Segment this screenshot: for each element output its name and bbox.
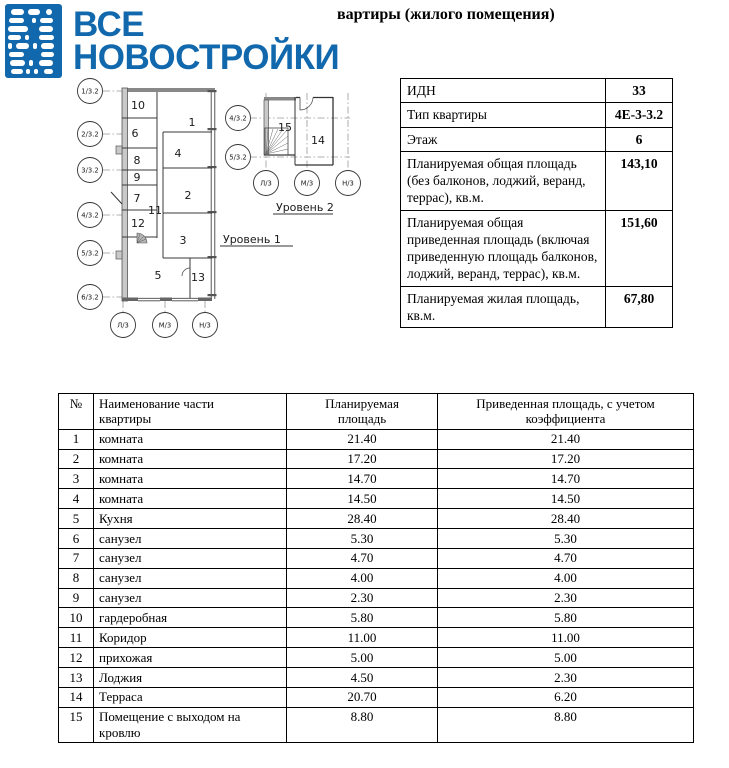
room-label-3: 3 <box>179 234 187 247</box>
room-label-7: 7 <box>133 192 141 205</box>
room-name-cell: Коридор <box>94 628 287 648</box>
level2-caption: Уровень 2 <box>276 201 334 214</box>
room-label-12: 12 <box>131 217 145 230</box>
room-number-cell: 10 <box>59 608 94 628</box>
logo-icon-dash <box>11 9 24 15</box>
logo-icon-dash <box>11 69 23 75</box>
planned-area-cell: 5.30 <box>287 529 438 549</box>
axis-label: 5/3.2 <box>81 249 99 258</box>
logo-icon-dash <box>9 52 24 58</box>
document-title: вартиры (жилого помещения) <box>337 6 555 23</box>
reduced-area-cell: 28.40 <box>438 509 694 529</box>
table-row <box>59 489 694 509</box>
info-row <box>401 151 673 210</box>
info-row <box>401 127 673 151</box>
room-number-cell: 14 <box>59 687 94 707</box>
reduced-area-cell: 17.20 <box>438 449 694 469</box>
table-row <box>59 588 694 608</box>
rooms-table <box>58 393 694 743</box>
planned-area-cell: 28.40 <box>287 509 438 529</box>
room-label-4: 4 <box>174 147 182 160</box>
logo-icon-dash <box>16 43 29 49</box>
info-value: 33 <box>606 79 673 103</box>
info-row <box>401 286 673 328</box>
planned-area-cell: 5.80 <box>287 608 438 628</box>
logo-icon-dash <box>39 35 54 41</box>
info-value: 6 <box>606 127 673 151</box>
logo-icon-dash <box>46 9 52 15</box>
room-number-cell: 4 <box>59 489 94 509</box>
info-label: ИДН <box>401 79 606 103</box>
info-label: Планируемая общая приведенная площадь (включая приведенную площадь балконов, лоджий, веранд, террас), кв.м. <box>401 210 606 286</box>
planned-area-cell: 20.70 <box>287 687 438 707</box>
room-name-cell: санузел <box>94 588 287 608</box>
logo-icon-dash <box>39 26 53 32</box>
logo-icon-dash <box>8 35 21 41</box>
logo-icon-dash <box>28 9 40 15</box>
room-number-cell: 7 <box>59 548 94 568</box>
room-label-9: 9 <box>133 171 141 184</box>
planned-area-cell: 5.00 <box>287 648 438 668</box>
room-number-cell: 15 <box>59 707 94 743</box>
room-name-cell: комната <box>94 449 287 469</box>
room-number-cell: 12 <box>59 648 94 668</box>
reduced-area-cell: 5.30 <box>438 529 694 549</box>
logo-wordmark-line1: ВСЕ <box>73 5 145 44</box>
table-row <box>59 648 694 668</box>
logo-icon-dash <box>8 43 12 49</box>
table-row <box>59 628 694 648</box>
info-value: 67,80 <box>606 286 673 328</box>
logo-icon-dash <box>39 60 53 66</box>
logo-icon <box>5 4 62 78</box>
table-row <box>59 548 694 568</box>
axis-label: Л/3 <box>260 179 272 188</box>
logo-icon-dash <box>34 69 38 75</box>
room-number-cell: 3 <box>59 469 94 489</box>
rooms-table-header <box>59 394 694 430</box>
reduced-area-cell: 14.50 <box>438 489 694 509</box>
logo-icon-dash <box>44 69 53 75</box>
room-number-cell: 2 <box>59 449 94 469</box>
table-row <box>59 509 694 529</box>
rooms-table-body <box>59 429 694 743</box>
logo-icon-dash <box>33 43 37 49</box>
table-row <box>59 469 694 489</box>
planned-area-cell: 21.40 <box>287 429 438 449</box>
room-name-cell: Помещение с выходом на кровлю <box>94 707 287 743</box>
reduced-area-cell: 6.20 <box>438 687 694 707</box>
info-value: 4Е-3-3.2 <box>606 103 673 127</box>
planned-area-cell: 8.80 <box>287 707 438 743</box>
axis-label: 1/3.2 <box>81 87 99 96</box>
table-row <box>59 529 694 549</box>
logo-wordmark <box>73 5 340 77</box>
room-label-15: 15 <box>278 121 292 134</box>
room-name-cell: комната <box>94 429 287 449</box>
table-row <box>59 608 694 628</box>
axis-label: Н/3 <box>342 179 354 188</box>
reduced-area-cell: 5.00 <box>438 648 694 668</box>
room-number-cell: 13 <box>59 668 94 688</box>
room-name-cell: прихожая <box>94 648 287 668</box>
logo-wordmark-line2: НОВОСТРОЙКИ <box>73 37 340 77</box>
col-header-planned-area: Планируемая площадь <box>287 394 438 430</box>
room-label-14: 14 <box>311 134 325 147</box>
logo-icon-dash <box>32 18 36 24</box>
room-label-2: 2 <box>184 189 192 202</box>
room-number-cell: 11 <box>59 628 94 648</box>
axis-circles-level2 <box>226 106 361 196</box>
col-header-number: № <box>59 394 94 430</box>
room-label-10: 10 <box>131 99 145 112</box>
level1-caption: Уровень 1 <box>223 233 281 246</box>
reduced-area-cell: 2.30 <box>438 668 694 688</box>
apartment-info-table <box>400 78 673 328</box>
info-row <box>401 210 673 286</box>
axis-label: Л/3 <box>117 321 129 330</box>
room-label-6: 6 <box>131 127 139 140</box>
planned-area-cell: 4.70 <box>287 548 438 568</box>
axis-label: 2/3.2 <box>81 130 99 139</box>
table-row <box>59 668 694 688</box>
room-number-cell: 8 <box>59 568 94 588</box>
axis-label: М/3 <box>300 179 314 188</box>
info-row <box>401 103 673 127</box>
room-label-11: 11 <box>148 204 162 217</box>
axis-label: 3/3.2 <box>81 166 99 175</box>
planned-area-cell: 2.30 <box>287 588 438 608</box>
info-label: Этаж <box>401 127 606 151</box>
logo-icon-dash <box>8 26 28 32</box>
planned-area-cell: 4.00 <box>287 568 438 588</box>
room-label-8: 8 <box>133 154 141 167</box>
room-label-13: 13 <box>191 271 205 284</box>
logo-icon-dash <box>41 52 54 58</box>
info-row <box>401 79 673 103</box>
reduced-area-cell: 2.30 <box>438 588 694 608</box>
apartment-info-table-body <box>401 79 673 328</box>
room-name-cell: гардеробная <box>94 608 287 628</box>
room-name-cell: Лоджия <box>94 668 287 688</box>
room-name-cell: комната <box>94 469 287 489</box>
table-row <box>59 707 694 743</box>
reduced-area-cell: 21.40 <box>438 429 694 449</box>
planned-area-cell: 17.20 <box>287 449 438 469</box>
room-number-cell: 6 <box>59 529 94 549</box>
room-name-cell: санузел <box>94 548 287 568</box>
info-label: Планируемая жилая площадь, кв.м. <box>401 286 606 328</box>
level2-walls <box>264 97 333 165</box>
room-number-cell: 1 <box>59 429 94 449</box>
room-label-1: 1 <box>188 116 196 129</box>
room-number-cell: 5 <box>59 509 94 529</box>
col-header-reduced-area: Приведенная площадь, с учетом коэффициента <box>438 394 694 430</box>
reduced-area-cell: 4.00 <box>438 568 694 588</box>
axis-label: 4/3.2 <box>229 114 247 123</box>
logo <box>5 4 339 78</box>
table-row <box>59 687 694 707</box>
reduced-area-cell: 4.70 <box>438 548 694 568</box>
reduced-area-cell: 14.70 <box>438 469 694 489</box>
logo-icon-dash <box>29 60 33 66</box>
logo-icon-dash <box>9 18 24 24</box>
info-value: 143,10 <box>606 151 673 210</box>
room-name-cell: Кухня <box>94 509 287 529</box>
room-name-cell: Терраса <box>94 687 287 707</box>
planned-area-cell: 14.70 <box>287 469 438 489</box>
level1-walls <box>111 88 217 301</box>
planned-area-cell: 11.00 <box>287 628 438 648</box>
axis-label: Н/3 <box>199 321 211 330</box>
logo-icon-dash <box>10 60 25 66</box>
logo-icon-dash <box>41 43 54 49</box>
room-name-cell: комната <box>94 489 287 509</box>
axis-label: 5/3.2 <box>229 153 247 162</box>
info-label: Тип квартиры <box>401 103 606 127</box>
reduced-area-cell: 11.00 <box>438 628 694 648</box>
axis-label: М/3 <box>158 321 172 330</box>
table-row <box>59 429 694 449</box>
info-value: 151,60 <box>606 210 673 286</box>
axis-label: 4/3.2 <box>81 211 99 220</box>
info-label: Планируемая общая площадь (без балконов, лоджий, веранд, террас), кв.м. <box>401 151 606 210</box>
col-header-room-name: Наименование части квартиры <box>94 394 287 430</box>
reduced-area-cell: 8.80 <box>438 707 694 743</box>
planned-area-cell: 4.50 <box>287 668 438 688</box>
reduced-area-cell: 5.80 <box>438 608 694 628</box>
room-label-5: 5 <box>154 269 162 282</box>
room-number-cell: 9 <box>59 588 94 608</box>
axis-label: 6/3.2 <box>81 293 99 302</box>
room-labels <box>131 99 325 284</box>
logo-icon-dash <box>40 18 53 24</box>
table-row <box>59 568 694 588</box>
room-name-cell: санузел <box>94 529 287 549</box>
logo-icon-dash <box>25 35 29 41</box>
room-name-cell: санузел <box>94 568 287 588</box>
table-row <box>59 449 694 469</box>
logo-icon-dash <box>26 69 30 75</box>
planned-area-cell: 14.50 <box>287 489 438 509</box>
floor-plan <box>60 78 390 353</box>
